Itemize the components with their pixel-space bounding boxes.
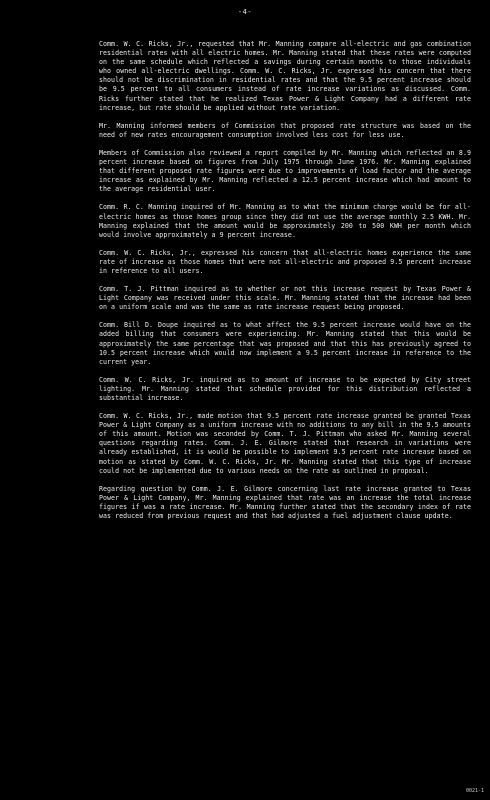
paragraph-2: Mr. Manning informed members of Commission that proposed rate structure was based on the need of new rates encouragement consumption involved less cost for less use. xyxy=(99,121,471,139)
paragraph-10: Regarding question by Comm. J. E. Gilmore concerning last rate increase granted to Texas Power & Light Company, Mr. Manning explained that rate was an increase the total increase figures if was a rate increase. Mr. Manning further stated that the secondary index of rate was reduced from previous request and that had adjusted a fuel adjustment clause update. xyxy=(99,484,471,521)
page-number: -4- xyxy=(237,8,253,16)
footer-document-mark: 0021-1 xyxy=(465,788,484,794)
paragraph-8: Comm. W. C. Ricks, Jr. inquired as to amount of increase to be expected by City street lighting. Mr. Manning stated that schedule provided for this distribution reflected a substantial increase. xyxy=(99,375,471,402)
paragraph-4: Comm. R. C. Manning inquired of Mr. Manning as to what the minimum charge would be for all-electric homes as those homes group since they did not use the average monthly 2.5 KWH. Mr. Manning explained that the amount would be approximately 200 to 500 KWH per month which would involve approximately a 9 percent increase. xyxy=(99,203,471,239)
paragraph-9: Comm. W. C. Ricks, Jr., made motion that 9.5 percent rate increase granted be granted Texas Power & Light Company as a uniform increase with no additions to any bill in the 9.5 amounts of this amount. Motion was seconded by Comm. T. J. Pittman who asked Mr. Manning several questions regarding rates. Comm. J. E. Gilmore stated that research in variations were already established, it is would be possible to implement 9.5 percent rate increase based on motion as stated by Comm. W. C. Ricks, Jr. Mr. Manning stated that this type of increase could not be implemented due to various needs on the rate as outlined in proposal. xyxy=(99,412,471,475)
paragraph-3: Members of Commission also reviewed a report compiled by Mr. Manning which reflected an 8.9 percent increase based on figures from July 1975 through June 1976. Mr. Manning explained that different proposed rate figures were due to improvements of load factor and the average increase as explained by Mr. Manning reflected a 12.5 percent increase which had amount to the average residential user. xyxy=(99,148,471,194)
paragraph-6: Comm. T. J. Pittman inquired as to whether or not this increase request by Texas Power & Light Company was received under this scale. Mr. Manning stated that the increase had been on a uniform scale and was the same as rate increase request being proposed. xyxy=(99,285,471,312)
paragraph-7: Comm. Bill D. Doupe inquired as to what affect the 9.5 percent increase would have on the added billing that consumers were experiencing. Mr. Manning stated that this would be approximately the same percentage that was proposed and that this has previously agreed to 10.5 percent increase which would now implement a 9.5 percent increase in reference to the current year. xyxy=(99,321,471,366)
paragraph-5: Comm. W. C. Ricks, Jr., expressed his concern that all-electric homes experience the same rate of increase as those homes that were not all-electric and proposed 9.5 percent increase in reference to all users. xyxy=(99,248,471,275)
minutes-body xyxy=(99,40,471,530)
paragraph-1: Comm. W. C. Ricks, Jr., requested that Mr. Manning compare all-electric and gas combination residential rates with all electric homes. Mr. Manning stated that these rates were computed on the same schedule which reflected a savings during certain months to those individuals who owned all-electric dwellings. Comm. W. C. Ricks, Jr. expressed his concern that there should not be discrimination in residential rates and that the 9.5 percent increase should be 9.5 percent to all consumers instead of rate increase variations as discussed. Comm. Ricks further stated that he realized Texas Power & Light Company had a different rate increase, but rate should be applied without rate variation. xyxy=(99,40,471,112)
